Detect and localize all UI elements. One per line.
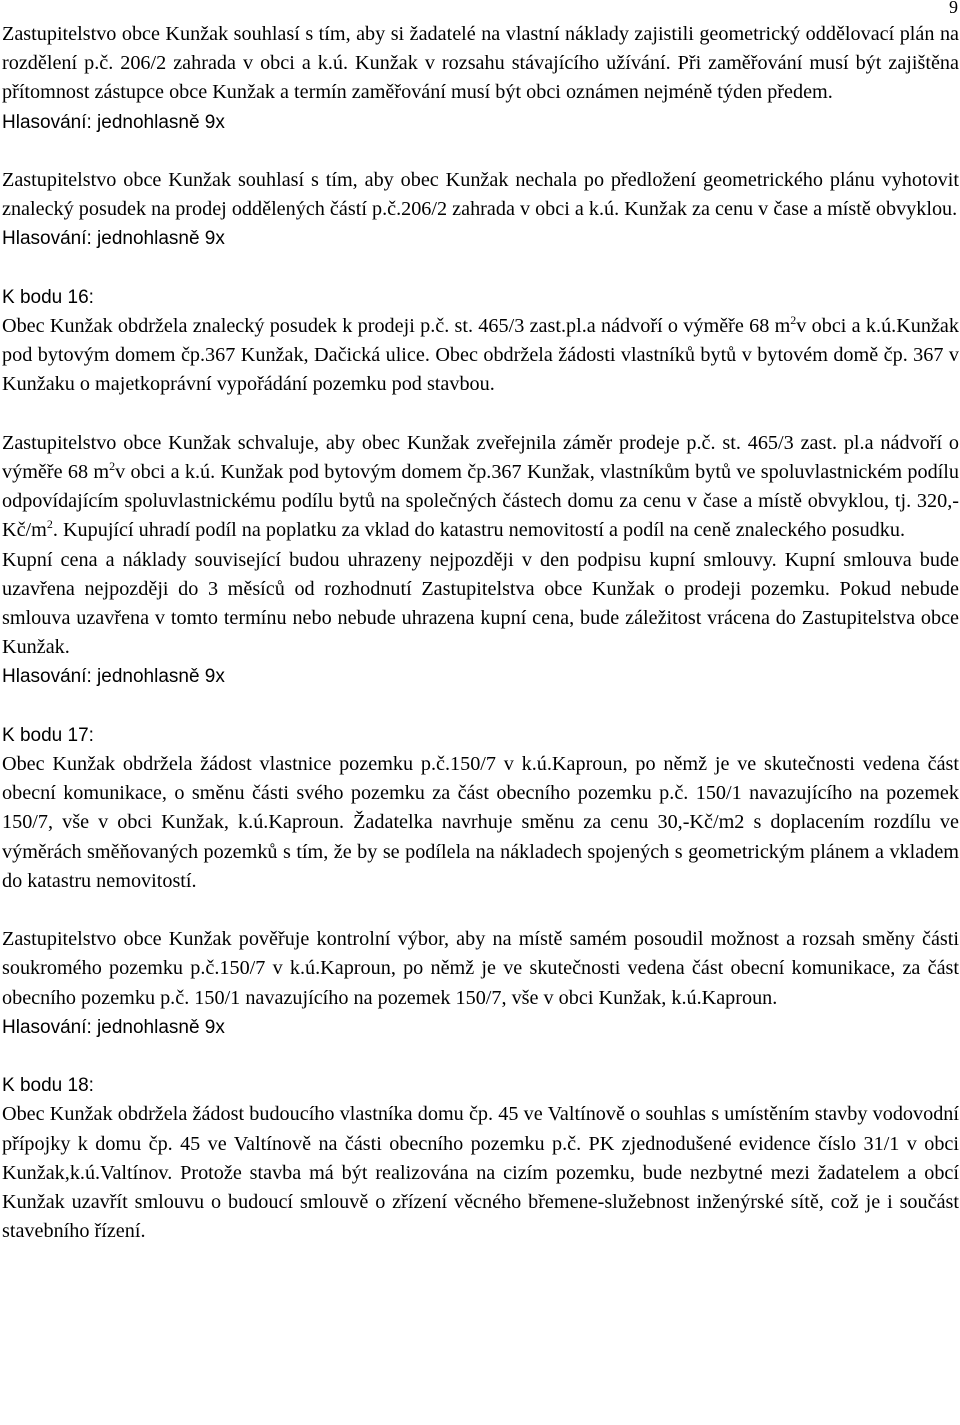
item-18-intro: Obec Kunžak obdržela žádost budoucího vlastníka domu čp. 45 ve Valtínově o souhlas s umístěním stavby vodovodní přípojky k domu čp. 45 ve Valtínově na části obecního pozemku p.č. PK zjednodušené evidence číslo 31/1 v obci Kunžak,k.ú.Valtínov. Protože stavba má být realizována na cizím pozemku, bude nezbytné mezi žadatelem a obcí Kunžak uzavřít smlouvu o budoucí smlouvě o zřízení věcného břemene-služebnost inženýrské sítě, což je i součást stavebního řízení. (2, 1103, 959, 1243)
spacer (2, 896, 959, 925)
vote-result-3: Hlasování: jednohlasně 9x (2, 666, 225, 688)
spacer (2, 254, 959, 283)
item-16-resolution: Zastupitelstvo obce Kunžak schvaluje, aby obec Kunžak zveřejnila záměr prodeje p.č. st. 465/3 zast. pl.a nádvoří o výměře 68 $m^2v$ obci a k.ú. Kunžak pod bytovým domem čp.367 Kunžak, vlastníkům bytů ve spoluvlastnickém podílu odpovídajícím spoluvlastnickému podílu bytů na společných částech domu za cenu v čase a místě obvyklou, tj. $320,-Kč/m^2$. Kupující uhradí podíl na poplatku za vklad do katastru nemovitostí a podíl na ceně znaleckého posudku. (2, 431, 959, 542)
item-18-heading: K bodu 18: (2, 1075, 94, 1097)
page-number: 9 (949, 0, 958, 17)
vote-result-4: Hlasování: jednohlasně 9x (2, 1016, 225, 1038)
item-17-intro: Obec Kunžak obdržela žádost vlastnice pozemku p.č.150/7 v k.ú.Kaproun, po němž je ve skutečnosti vedena část obecní komunikace, o směnu části svého pozemku za část obecního pozemku p.č. 150/1 navazujícího na pozemek 150/7, vše v obci Kunžak, k.ú.Kaproun. Žadatelka navrhuje směnu za cenu 30,-Kč/m2 s doplacením rozdílu ve výměrách směňovaných pozemků s tím, že by se podílela na nákladech spojených s geometrickým plánem a vkladem do katastru nemovitostí. (2, 753, 959, 892)
item-16-payment-terms: Kupní cena a náklady související budou uhrazeny nejpozději v den podpisu kupní smlouvy. Kupní smlouva bude uzavřena nejpozději do 3 měsíců od rozhodnutí Zastupitelstva obce Kunžak o prodeji pozemku. Pokud nebude smlouva uzavřena v tomto termínu nebo nebude uhrazena kupní cena, bude záležitost vrácena do Zastupitelstva obce Kunžak. (2, 548, 959, 659)
document-body (2, 20, 959, 1246)
item-16-intro: Obec Kunžak obdržela znalecký posudek k prodeji p.č. st. 465/3 zast.pl.a nádvoří o výměře 68 $m^2v$ obci a k.ú.Kunžak pod bytovým domem čp.367 Kunžak, Dačická ulice. Obec obdržela žádosti vlastníků bytů v bytovém domě čp. 367 v Kunžaku o majetkoprávní vypořádání pozemku pod stavbou. (2, 313, 959, 396)
spacer (2, 692, 959, 721)
consent-valuation-paragraph: Zastupitelstvo obce Kunžak souhlasí s tím, aby obec Kunžak nechala po předložení geometrického plánu vyhotovit znalecký posudek na prodej oddělených částí p.č.206/2 zahrada v obci a k.ú. Kunžak za cenu v čase a místě obvyklou. (2, 169, 959, 221)
vote-result-1: Hlasování: jednohlasně 9x (2, 111, 225, 133)
consent-survey-paragraph: Zastupitelstvo obce Kunžak souhlasí s tím, aby si žadatelé na vlastní náklady zajistili geometrický oddělovací plán na rozdělení p.č. 206/2 zahrada v obci a k.ú. Kunžak v rozsahu stávajícího užívání. Při zaměřování musí být zajištěna přítomnost zástupce obce Kunžak a termín zaměřování musí být obci oznámen nejméně týden předem. (2, 23, 959, 104)
item-17-heading: K bodu 17: (2, 724, 94, 746)
item-17-resolution: Zastupitelstvo obce Kunžak pověřuje kontrolní výbor, aby na místě samém posoudil možnost a rozsah směny části soukromého pozemku p.č.150/7 v k.ú.Kaproun, po němž je ve skutečnosti vedena část obecní komunikace, za část obecního pozemku p.č. 150/1 navazujícího na pozemek 150/7, vše v obci Kunžak, k.ú.Kaproun. (2, 928, 959, 1009)
item-16-heading: K bodu 16: (2, 286, 94, 308)
vote-result-2: Hlasování: jednohlasně 9x (2, 228, 225, 250)
spacer (2, 1042, 959, 1071)
spacer (2, 400, 959, 429)
spacer (2, 137, 959, 166)
